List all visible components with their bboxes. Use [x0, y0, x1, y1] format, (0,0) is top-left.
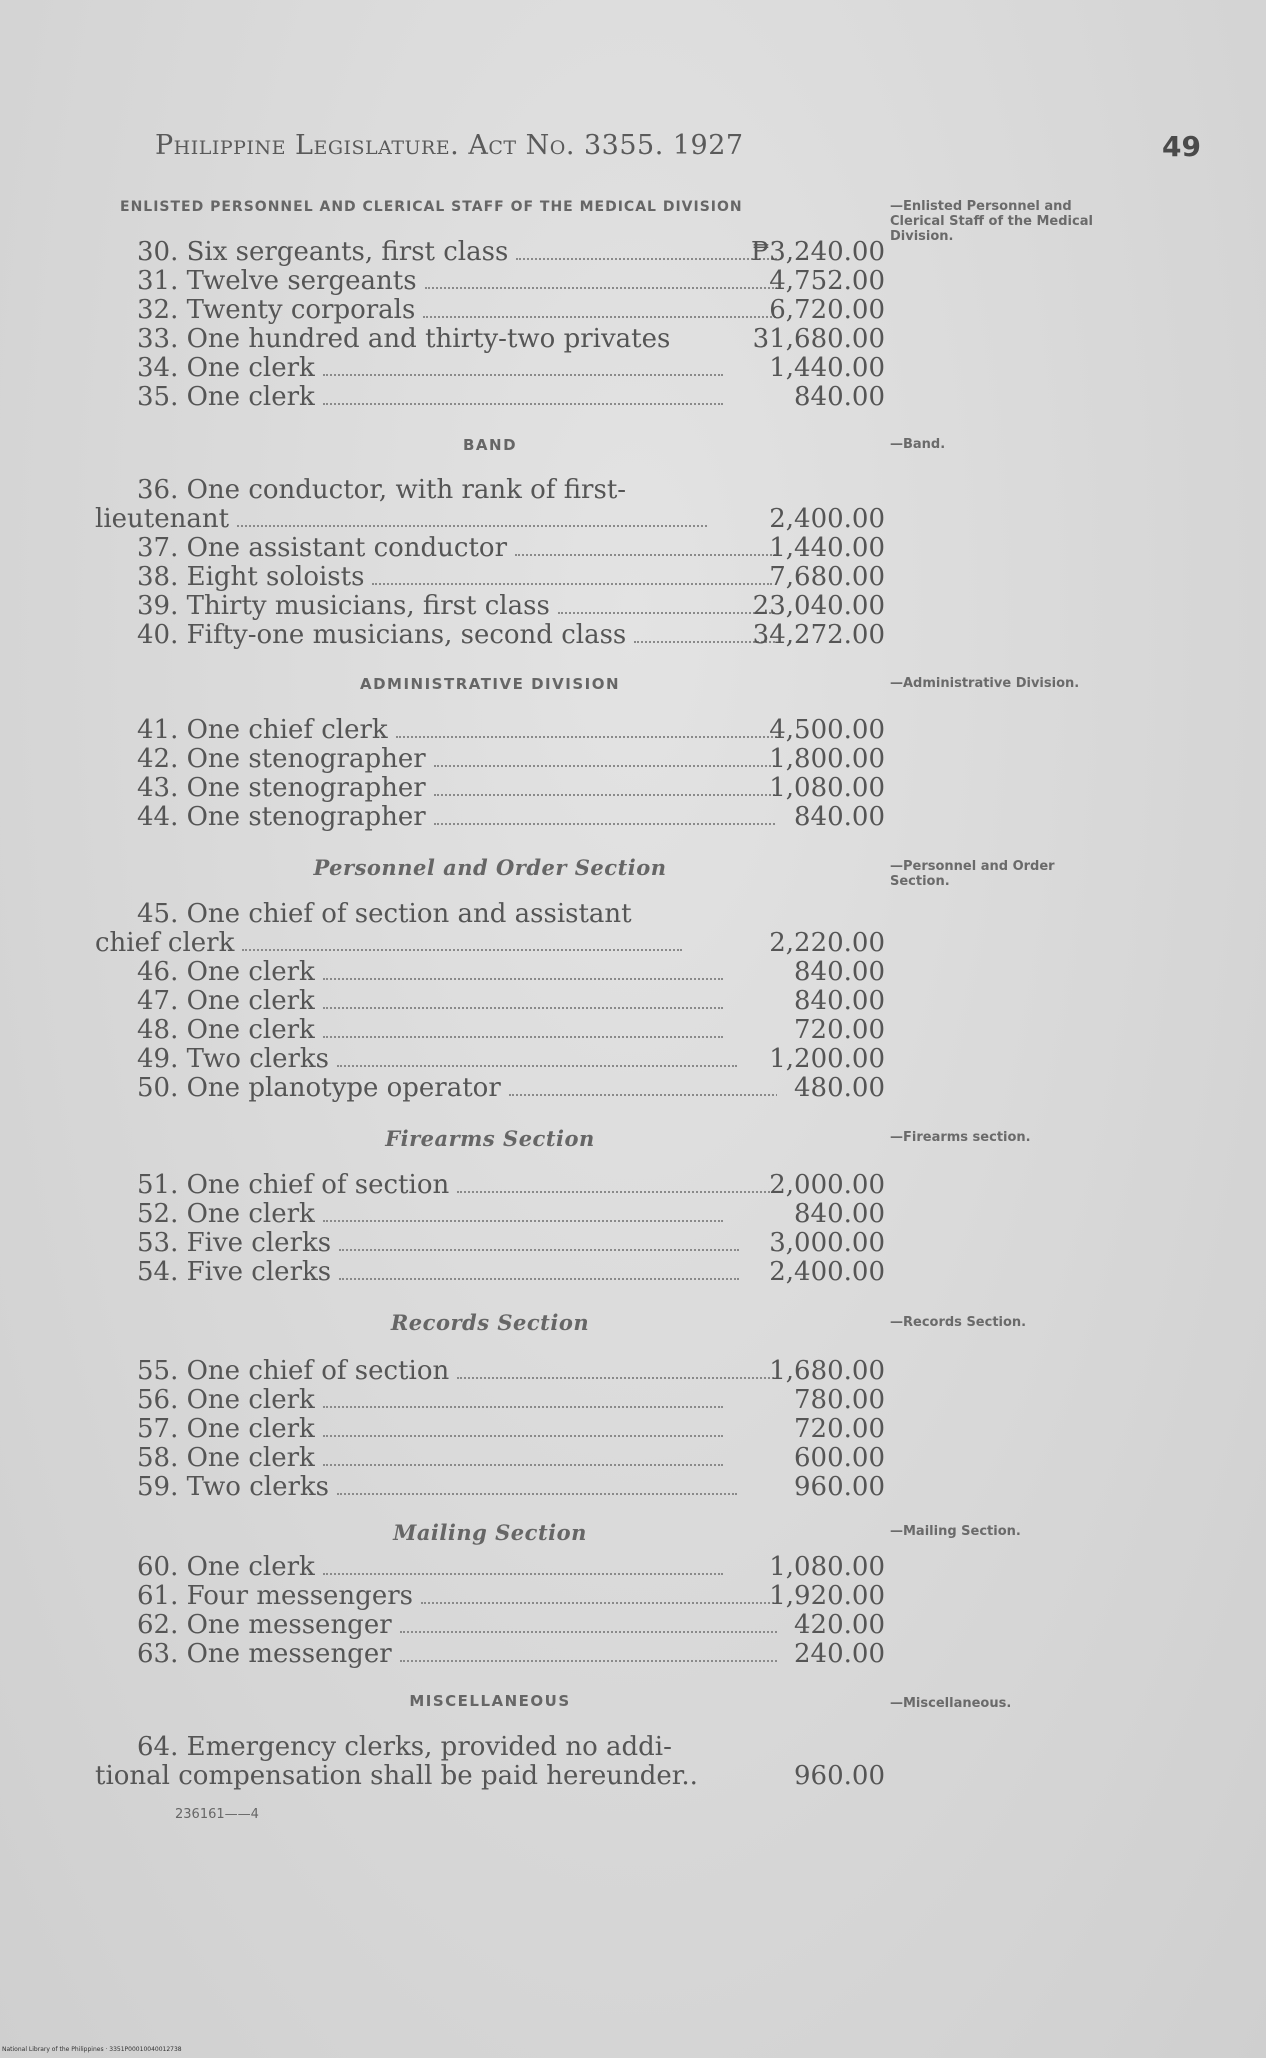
- item-label: 54. Five clerks: [137, 1258, 777, 1287]
- list-item: [95, 1553, 885, 1582]
- item-label: 63. One messenger: [137, 1640, 777, 1669]
- item-amount: 960.00: [794, 1472, 885, 1502]
- item-label: 43. One stenographer: [137, 774, 777, 803]
- margin-note-medical: —Enlisted Personnel and Clerical Staff of the Medical Division.: [890, 199, 1093, 244]
- section-heading-personnel-order: Personnel and Order Section: [313, 855, 667, 880]
- list-item: [95, 1074, 885, 1103]
- list-item: [95, 505, 885, 534]
- item-label: 37. One assistant conductor: [137, 534, 777, 563]
- section-heading-records: Records Section: [390, 1310, 590, 1335]
- item-label: 41. One chief clerk: [137, 716, 777, 745]
- section-heading-miscellaneous: MISCELLANEOUS: [409, 1692, 571, 1710]
- item-amount: 240.00: [794, 1639, 885, 1669]
- item-label: 44. One stenographer: [137, 803, 777, 832]
- list-item: [95, 563, 885, 592]
- item-label: 32. Twenty corporals: [137, 296, 777, 325]
- margin-note-miscellaneous: —Miscellaneous.: [890, 1696, 1012, 1711]
- item-amount: 420.00: [794, 1610, 885, 1640]
- main-column: [95, 0, 885, 2058]
- item-label: 30. Six sergeants, first class: [137, 238, 777, 267]
- list-item: [95, 1444, 885, 1473]
- item-label: 59. Two clerks: [137, 1473, 777, 1502]
- item-amount: 780.00: [794, 1385, 885, 1415]
- item-amount: 1,680.00: [769, 1356, 885, 1386]
- list-item: [95, 774, 885, 803]
- item-label: 53. Five clerks: [137, 1229, 777, 1258]
- item-amount: 840.00: [794, 1199, 885, 1229]
- item-amount: 480.00: [794, 1073, 885, 1103]
- section-heading-administrative: ADMINISTRATIVE DIVISION: [359, 675, 621, 693]
- item-amount: 840.00: [794, 986, 885, 1016]
- item-label: 35. One clerk: [137, 383, 777, 412]
- list-item: [95, 987, 885, 1016]
- item-amount: 23,040.00: [752, 591, 885, 621]
- list-item: [95, 1733, 885, 1762]
- item-amount: 1,080.00: [769, 1552, 885, 1582]
- item-label: 45. One chief of section and assistant: [137, 900, 632, 929]
- item-label: 60. One clerk: [137, 1553, 777, 1582]
- list-item: [95, 803, 885, 832]
- list-item: [95, 1762, 885, 1791]
- item-amount: 31,680.00: [752, 324, 885, 354]
- item-amount: 1,800.00: [769, 744, 885, 774]
- item-amount: 2,400.00: [769, 504, 885, 534]
- item-amount: 7,680.00: [769, 562, 885, 592]
- item-label: 61. Four messengers: [137, 1582, 777, 1611]
- list-item: [95, 1582, 885, 1611]
- item-amount: 6,720.00: [769, 295, 885, 325]
- list-item: [95, 1171, 885, 1200]
- section-heading-medical: ENLISTED PERSONNEL AND CLERICAL STAFF OF THE MEDICAL DIVISION: [120, 199, 743, 215]
- item-amount: 720.00: [794, 1414, 885, 1444]
- item-amount: 2,400.00: [769, 1257, 885, 1287]
- item-amount: 1,440.00: [769, 353, 885, 383]
- list-item: [95, 238, 885, 267]
- item-label: chief clerk: [95, 929, 735, 958]
- item-label: 58. One clerk: [137, 1444, 777, 1473]
- list-item: [95, 1473, 885, 1502]
- item-amount: ₱3,240.00: [750, 237, 885, 267]
- item-label: 34. One clerk: [137, 354, 777, 383]
- item-label: 42. One stenographer: [137, 745, 777, 774]
- item-amount: 3,000.00: [769, 1228, 885, 1258]
- list-item: [95, 1200, 885, 1229]
- list-item: [95, 354, 885, 383]
- item-amount: 2,220.00: [769, 928, 885, 958]
- item-label: 33. One hundred and thirty-two privates: [137, 325, 671, 354]
- list-item: [95, 534, 885, 563]
- list-item: [95, 1611, 885, 1640]
- item-label: 40. Fifty-one musicians, second class: [137, 621, 777, 650]
- page-number: 49: [1162, 130, 1201, 163]
- list-item: [95, 716, 885, 745]
- list-item: [95, 1016, 885, 1045]
- item-amount: 4,752.00: [769, 266, 885, 296]
- item-amount: 1,080.00: [769, 773, 885, 803]
- item-label: lieutenant: [95, 505, 735, 534]
- item-amount: 1,920.00: [769, 1581, 885, 1611]
- item-label: 31. Twelve sergeants: [137, 267, 777, 296]
- list-item: [95, 267, 885, 296]
- list-item: [95, 476, 885, 505]
- item-label: 62. One messenger: [137, 1611, 777, 1640]
- list-item: [95, 958, 885, 987]
- item-label: 39. Thirty musicians, first class: [137, 592, 777, 621]
- item-amount: 600.00: [794, 1443, 885, 1473]
- item-amount: 720.00: [794, 1015, 885, 1045]
- list-item: [95, 325, 885, 354]
- section-heading-mailing: Mailing Section: [393, 1520, 587, 1545]
- margin-note-administrative: —Administrative Division.: [890, 676, 1080, 691]
- item-label: tional compensation shall be paid hereunder..: [95, 1762, 698, 1791]
- item-amount: 34,272.00: [752, 620, 885, 650]
- list-item: [95, 745, 885, 774]
- item-label: 50. One planotype operator: [137, 1074, 777, 1103]
- item-label: 48. One clerk: [137, 1016, 777, 1045]
- item-label: 36. One conductor, with rank of first-: [137, 476, 627, 505]
- list-item: [95, 900, 885, 929]
- margin-note-personnel-order: —Personnel and Order Section.: [890, 859, 1055, 889]
- margin-note-firearms: —Firearms section.: [890, 1130, 1031, 1145]
- item-label: 49. Two clerks: [137, 1045, 777, 1074]
- margin-note-mailing: —Mailing Section.: [890, 1524, 1021, 1539]
- section-heading-band: BAND: [462, 436, 518, 454]
- item-amount: 840.00: [794, 957, 885, 987]
- margin-note-band: —Band.: [890, 437, 946, 452]
- item-amount: 1,440.00: [769, 533, 885, 563]
- library-watermark: National Library of the Philippines · 3351P00010040012738: [2, 2046, 182, 2053]
- list-item: [95, 1045, 885, 1074]
- item-amount: 840.00: [794, 382, 885, 412]
- item-label: 46. One clerk: [137, 958, 777, 987]
- item-label: 52. One clerk: [137, 1200, 777, 1229]
- margin-note-records: —Records Section.: [890, 1315, 1027, 1330]
- list-item: [95, 1258, 885, 1287]
- list-item: [95, 1415, 885, 1444]
- item-label: 56. One clerk: [137, 1386, 777, 1415]
- item-amount: 960.00: [794, 1761, 885, 1791]
- list-item: [95, 1386, 885, 1415]
- printer-code: 236161——4: [175, 1807, 259, 1822]
- item-label: 55. One chief of section: [137, 1357, 777, 1386]
- list-item: [95, 621, 885, 650]
- list-item: [95, 1229, 885, 1258]
- item-label: 51. One chief of section: [137, 1171, 777, 1200]
- list-item: [95, 1640, 885, 1669]
- item-amount: 1,200.00: [769, 1044, 885, 1074]
- item-amount: 2,000.00: [769, 1170, 885, 1200]
- list-item: [95, 1357, 885, 1386]
- item-label: 38. Eight soloists: [137, 563, 777, 592]
- item-label: 57. One clerk: [137, 1415, 777, 1444]
- section-heading-firearms: Firearms Section: [385, 1126, 595, 1151]
- item-amount: 840.00: [794, 802, 885, 832]
- item-label: 64. Emergency clerks, provided no addi-: [137, 1733, 672, 1762]
- list-item: [95, 929, 885, 958]
- list-item: [95, 383, 885, 412]
- list-item: [95, 592, 885, 621]
- page-title: Philippine Legislature. Act No. 3355. 1927: [155, 130, 744, 161]
- item-amount: 4,500.00: [769, 715, 885, 745]
- item-label: 47. One clerk: [137, 987, 777, 1016]
- list-item: [95, 296, 885, 325]
